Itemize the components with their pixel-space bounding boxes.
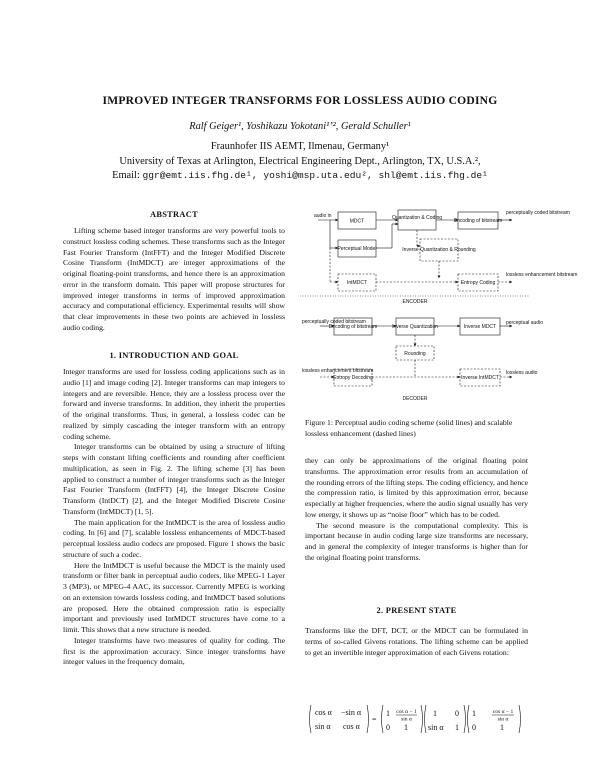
encoding-bitstream-label: Encoding of bitstream	[453, 218, 503, 224]
right-column-text	[305, 456, 528, 564]
intro-heading: 1. INTRODUCTION AND GOAL	[109, 351, 239, 360]
email-label: Email:	[112, 170, 143, 181]
eq-cos-22: cos α	[343, 722, 360, 731]
decoding-bitstream-label: Decoding of bitstream	[328, 324, 378, 330]
eq-b-zero-12: 0	[455, 709, 459, 718]
right-paragraph-1: they can only be approximations of the original floating point transforms. The approximation error results from an accumulation of the rounding errors of the lifting steps. The coding efficiency, and hence the compression ratio, is limited by this approximation error, because especially at higher frequencies, where the audio signal usually has very low energy, it shows up as “noise floor” which has to be coded.	[305, 456, 528, 519]
rounding-label: Rounding	[404, 351, 426, 357]
lossless-in-label: lossless enhancement bitstream	[302, 368, 374, 374]
entropy-decoding-label: Entropy Decoding	[333, 375, 373, 381]
eq-a-one-11: 1	[386, 709, 390, 718]
audio-in-label: audio in	[314, 213, 332, 219]
abstract-paragraph: Lifting scheme based integer transforms are very powerful tools to construct lossless coding schemes. These transforms such as the Integer Fast Fourier Transform (IntFFT) and the Integer Modified Discrete Cosine Transform (IntMDCT) are integer approximations of the original floating-point transforms, and hence there is an approximation error in the transform domain. This paper will propose structures for improved integer transforms in terms of improved approximation accuracy and computational efficiency. Experimental results will show that clear improvements in these two points are achieved in lossless audio coding.	[63, 226, 285, 332]
present-paragraph: Transforms like the DFT, DCT, or the MDCT can be formulated in terms of so-called Givens rotations. The lifting scheme can be applied to get an invertible integer approximation of each Givens rotation:	[305, 626, 528, 657]
intro-paragraph-2: Integer transforms can be obtained by using a structure of lifting steps with constant lifting coefficients and rounding after coefficient multiplication, as seen in Fig. 2. The lifting scheme [3] has been applied to construct a number of integer transforms such as the Integer Fast Fourier Transform (IntFFT) [4], the Integer Discrete Cosine Transform (IntDCT) [2], and the Integer Modified Discrete Cosine Transform (IntMDCT) [1, 5].	[63, 442, 285, 516]
intro-body	[63, 367, 285, 668]
mdct-label: MDCT	[349, 218, 365, 225]
inverse-quant-label: Inverse Quantization & Rounding	[402, 247, 476, 253]
eq-cos-11: cos α	[315, 708, 332, 717]
figure-caption: Figure 1: Perceptual audio coding scheme (solid lines) and scalable lossless enhancement (dashed lines)	[305, 418, 513, 438]
email-line	[0, 170, 600, 181]
perceptual-model-label: Perceptual Model	[337, 246, 377, 252]
encoder-label: ENCODER	[402, 299, 428, 305]
abstract-heading: ABSTRACT	[149, 210, 198, 219]
intro-paragraph-1: Integer transforms are used for lossless coding applications such as in audio [1] and image coding [2]. Integer transforms can map integers to integers and are reversible. Hence, they are a lossless process over the forward and inverse transforms. In addition, they inherit the properties of the original transforms. Thus, in general, a lossless codec can be realized by simply cascading the integer transform with an entropy coding scheme.	[63, 367, 285, 441]
abstract-text	[63, 226, 285, 334]
eq-c-zero-21: 0	[472, 723, 476, 732]
eq-a-frac-den: sin α	[401, 716, 412, 723]
perceptual-out-label: perceptually coded bitstream	[506, 210, 570, 216]
quant-coding-label: Quantization & Coding	[391, 215, 443, 221]
inverse-intmdct-label: Inverse IntMDCT	[461, 375, 499, 381]
eq-c-one-22: 1	[500, 723, 504, 732]
eq-b-sin-21: sin α	[428, 723, 444, 732]
decoder-label: DECODER	[402, 396, 428, 402]
givens-rotation-equation	[307, 702, 527, 736]
eq-a-zero-21: 0	[386, 723, 390, 732]
eq-a-frac-num: cos α − 1	[396, 709, 417, 715]
present-state-text	[305, 626, 528, 658]
eq-equals: =	[372, 715, 377, 724]
intmdct-label: IntMDCT	[347, 280, 367, 286]
entropy-coding-label: Entropy Coding	[460, 280, 496, 286]
eq-c-frac-den: sin α	[497, 716, 509, 723]
figure-1-block-diagram	[300, 206, 578, 416]
affiliation-2: University of Texas at Arlington, Electrical Engineering Dept., Arlington, TX, U.S.A.²,	[119, 156, 481, 167]
intro-paragraph-5: Integer transforms have two measures of quality for coding. The first is the approximation accuracy. Since integer transforms have integer values in the frequency domain,	[63, 635, 285, 667]
intro-paragraph-3: The main application for the IntMDCT is the area of lossless audio coding. In [6] and [7], scalable lossless enhancements of MDCT-based perceptual lossless audio codecs are proposed. Figure 1 shows the basic structure of such a codec.	[63, 517, 285, 559]
affiliation-1: Fraunhofer IIS AEMT, Ilmenau, Germany¹	[210, 141, 390, 152]
inverse-quantization-label: Inverse Quantization	[392, 324, 438, 330]
perceptual-audio-label: perceptual audio	[506, 320, 543, 326]
right-paragraph-2: The second measure is the computational complexity. This is important because in audio coding large size transforms are necessary, and in general the complexity of integer transforms is higher than for the original floating point transforms.	[305, 520, 528, 562]
eq-c-frac-num: cos α − 1	[492, 709, 514, 715]
intro-paragraph-4: Here the IntMDCT is useful because the MDCT is the mainly used transform or filter bank in perceptual audio coders, like MPEG-1 Layer 3 (MP3), or MPEG-4 AAC, its successor. Currently MPEG is working on an extension towards lossless coding, and IntMDCT based solutions are proposed. Here the obtained compression ratio is especially important and previously used IntMDCT structures have come to a limit. This shows that a new structure is needed.	[63, 560, 285, 634]
eq-msin-12: −sin α	[341, 708, 362, 717]
eq-c-one-11: 1	[472, 709, 476, 718]
paper-title: IMPROVED INTEGER TRANSFORMS FOR LOSSLESS AUDIO CODING	[102, 94, 498, 107]
email-addresses: ggr@emt.iis.fhg.de¹, yoshi@msp.uta.edu², shl@emt.iis.fhg.de¹	[142, 170, 488, 181]
eq-sin-21: sin α	[315, 722, 331, 731]
inverse-mdct-label: Inverse MDCT	[463, 324, 497, 330]
lossless-out-label: lossless enhancement bitstream	[506, 272, 578, 278]
perceptual-in-label: perceptually coded bitstream	[302, 319, 366, 325]
eq-b-one-11: 1	[433, 709, 437, 718]
present-state-heading: 2. PRESENT STATE	[376, 606, 457, 615]
author-list: Ralf Geiger¹, Yoshikazu Yokotani¹ʼ², Gerald Schuller¹	[189, 121, 411, 132]
lossless-audio-label: lossless audio	[506, 370, 538, 376]
eq-b-one-22: 1	[455, 723, 459, 732]
eq-a-one-22: 1	[404, 723, 408, 732]
